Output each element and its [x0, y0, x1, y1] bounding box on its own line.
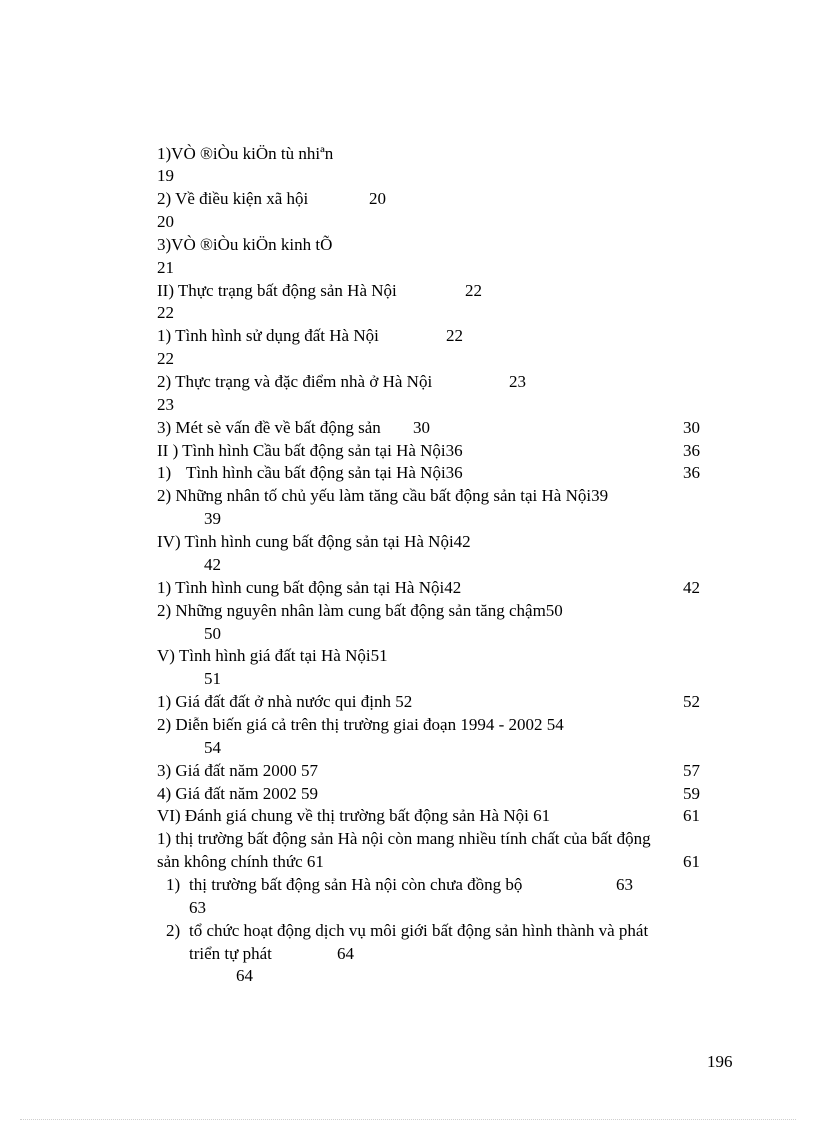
toc-page-number: 42	[683, 578, 700, 597]
toc-page-ref	[157, 258, 174, 278]
toc-page-number: 51	[204, 669, 221, 688]
toc-page-number: 50	[204, 624, 221, 643]
toc-entry	[166, 921, 648, 941]
toc-page-number: 64	[337, 944, 354, 963]
toc-page-number: 59	[683, 784, 700, 803]
toc-entry-title: VI) Đánh giá chung về thị trường bất động sản Hà Nội 61	[157, 806, 551, 825]
toc-page-ref	[157, 395, 174, 415]
toc-entry	[157, 806, 700, 826]
toc-page-number: 20	[369, 189, 386, 208]
toc-page-ref	[157, 212, 174, 232]
toc-entry	[157, 235, 332, 255]
toc-entry-title: 1) Tình hình cung bất động sản tại Hà Nội42	[157, 578, 462, 597]
toc-entry-title: 2) Những nguyên nhân làm cung bất động sản tăng chậm50	[157, 601, 563, 620]
toc-entry-title: thị trường bất động sản Hà nội còn chưa đồng bộ	[189, 875, 523, 894]
toc-entry-number: 1)	[166, 875, 181, 894]
toc-page-number: 39	[204, 509, 221, 528]
toc-entry-title: triển tự phát	[189, 944, 272, 963]
toc-page-number: 36	[683, 441, 700, 460]
toc-page-number: 42	[204, 555, 221, 574]
page-bottom-border	[20, 1119, 796, 1120]
toc-page-ref	[189, 898, 206, 918]
toc-page-number: 64	[236, 966, 253, 985]
toc-page-number: 23	[509, 372, 526, 391]
toc-entry	[157, 281, 482, 301]
toc-page-ref	[204, 669, 221, 689]
toc-page-number: 63	[189, 898, 206, 917]
toc-page-ref	[204, 738, 221, 758]
toc-page-number: 22	[465, 281, 482, 300]
toc-entry-title: II) Thực trạng bất động sản Hà Nội	[157, 281, 397, 300]
toc-entry	[157, 486, 608, 506]
toc-entry-title: Tình hình cầu bất động sản tại Hà Nội36	[186, 463, 463, 482]
toc-entry-title: 2) Thực trạng và đặc điểm nhà ở Hà Nội	[157, 372, 433, 391]
toc-entry-number: 1)	[157, 463, 172, 482]
toc-page-ref	[204, 509, 221, 529]
toc-page-number: 36	[683, 463, 700, 482]
toc-entry-number: 2)	[166, 921, 181, 940]
toc-page-number: 23	[157, 395, 174, 414]
toc-entry-title: sản không chính thức 61	[157, 852, 324, 871]
toc-entry-title: 3) Mét sè vấn đề về bất động sản	[157, 418, 381, 437]
toc-page-number: 22	[157, 349, 174, 368]
toc-entry	[157, 418, 700, 438]
toc-entry	[157, 532, 471, 552]
toc-entry-title: 2) Về điều kiện xã hội	[157, 189, 309, 208]
toc-entry	[157, 326, 463, 346]
toc-entry-title: 1) Tình hình sử dụng đất Hà Nội	[157, 326, 379, 345]
toc-entry	[157, 189, 386, 209]
toc-entry	[157, 761, 700, 781]
toc-entry-title: II ) Tình hình Cầu bất động sản tại Hà Nội36	[157, 441, 463, 460]
toc-entry	[157, 463, 700, 483]
toc-page-number: 61	[683, 852, 700, 871]
toc-entry-title: 2) Những nhân tố chủ yếu làm tăng cầu bất động sản tại Hà Nội39	[157, 486, 609, 505]
page-number: 196	[707, 1052, 733, 1071]
toc-entry	[157, 784, 700, 804]
toc-entry-title: 3) Giá đất năm 2000 57	[157, 761, 318, 780]
toc-entry-title: tổ chức hoạt động dịch vụ môi giới bất động sản hình thành và phát	[189, 921, 649, 940]
toc-page-number: 21	[157, 258, 174, 277]
toc-entry-title: IV) Tình hình cung bất động sản tại Hà Nội42	[157, 532, 471, 551]
toc-entry	[157, 852, 700, 872]
toc-entry-title: 1) Giá đất đất ở nhà nước qui định 52	[157, 692, 413, 711]
toc-entry	[157, 692, 700, 712]
toc-page-ref	[157, 166, 174, 186]
toc-entry	[157, 441, 700, 461]
toc-entry	[157, 829, 651, 849]
toc-entry-title: 1)VÒ ®iÒu kiÖn tù nhiªn	[157, 144, 334, 163]
toc-entry	[157, 144, 333, 164]
toc-entry	[189, 944, 354, 964]
toc-entry-title: 4) Giá đất năm 2002 59	[157, 784, 318, 803]
toc-entry	[166, 875, 633, 895]
toc-page-ref	[204, 555, 221, 575]
toc-page-number: 63	[616, 875, 633, 894]
toc-page-ref	[157, 349, 174, 369]
toc-page-ref	[236, 966, 253, 986]
toc-entry-title: 1) thị trường bất động sản Hà nội còn mang nhiều tính chất của bất động	[157, 829, 651, 848]
toc-page-number: 61	[683, 806, 700, 825]
toc-page-number: 54	[204, 738, 221, 757]
toc-page-number: 20	[157, 212, 174, 231]
toc-entry	[157, 578, 700, 598]
toc-entry-title: 3)VÒ ®iÒu kiÖn kinh tÕ	[157, 235, 333, 254]
toc-entry-title: V) Tình hình giá đất tại Hà Nội51	[157, 646, 388, 665]
toc-page-number: 52	[683, 692, 700, 711]
toc-entry	[157, 715, 564, 735]
toc-page-number: 30	[413, 418, 430, 437]
toc-entry	[157, 601, 563, 621]
toc-page-number: 19	[157, 166, 174, 185]
toc-page-number: 30	[683, 418, 700, 437]
toc-page-ref	[204, 624, 221, 644]
toc-page-number: 22	[157, 303, 174, 322]
toc-entry	[157, 372, 526, 392]
toc-page-number: 57	[683, 761, 700, 780]
toc-entry-title: 2) Diễn biến giá cả trên thị trường giai đoạn 1994 - 2002 54	[157, 715, 564, 734]
toc-entry	[157, 646, 388, 666]
toc-page-number: 22	[446, 326, 463, 345]
toc-page-ref	[157, 303, 174, 323]
